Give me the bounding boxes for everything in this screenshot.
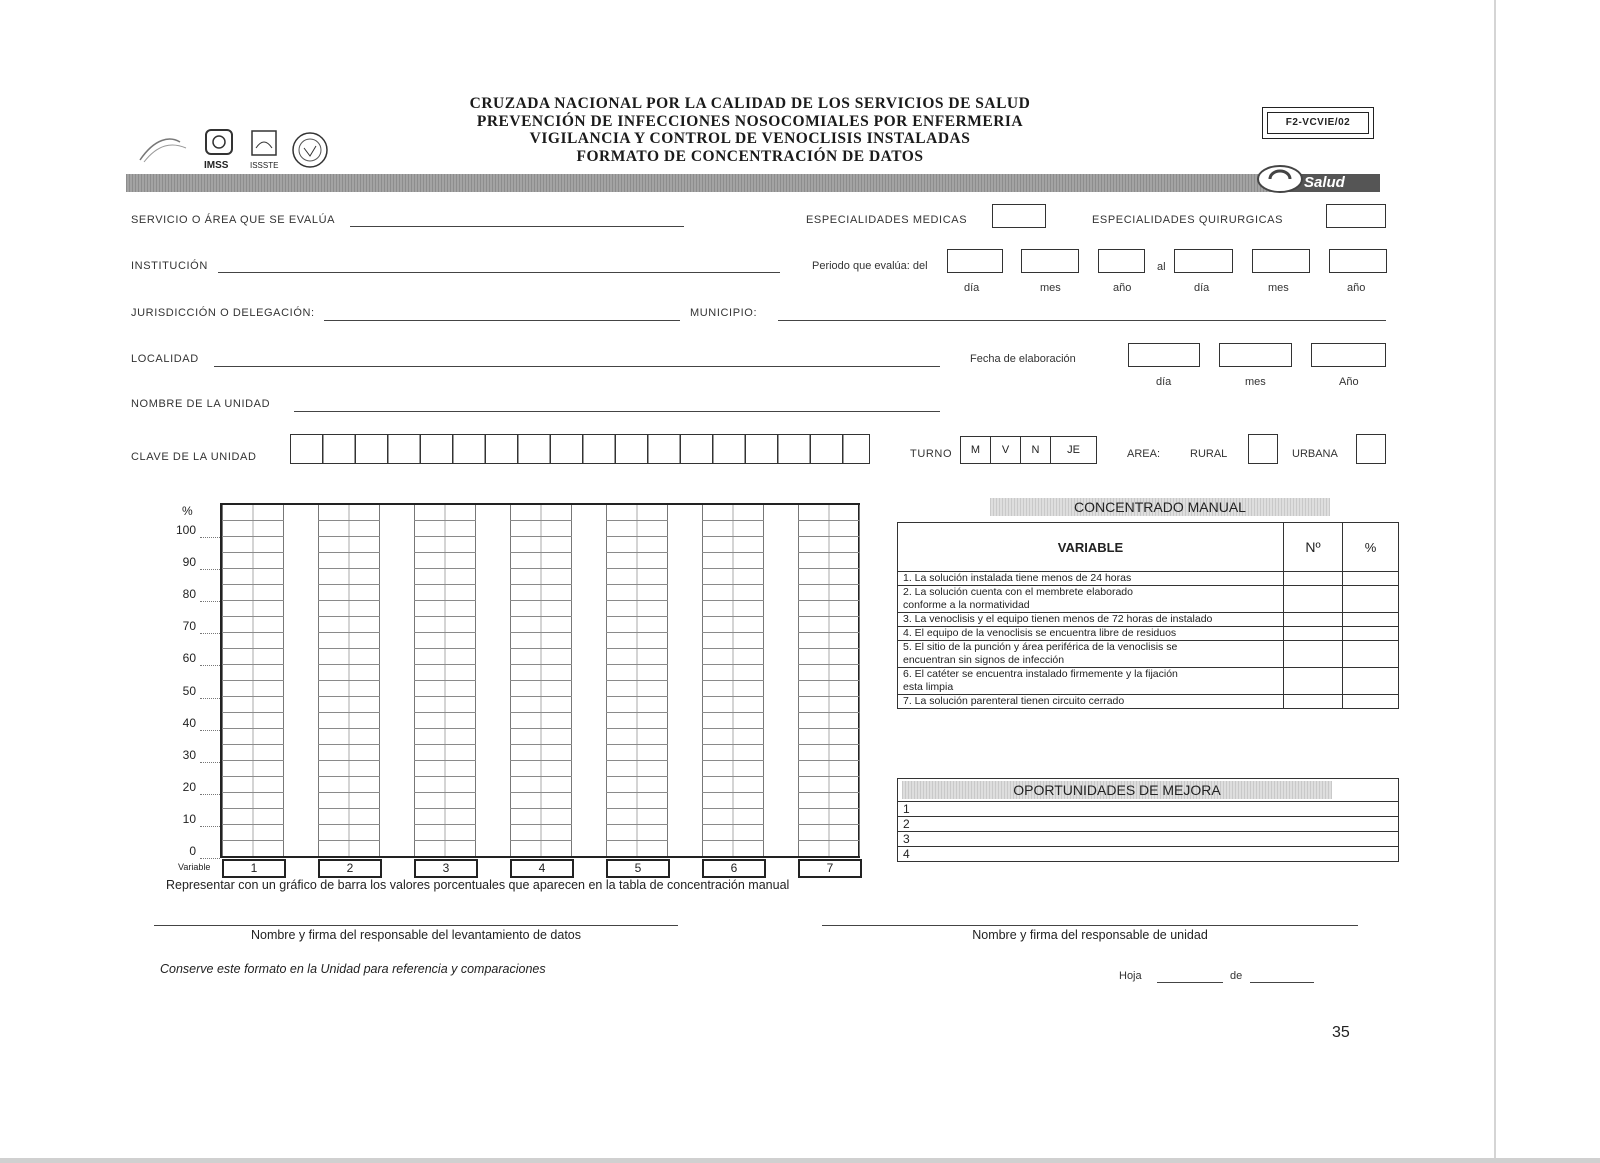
ytick-mark	[200, 537, 220, 538]
bar-column-1[interactable]	[222, 505, 284, 856]
ytick-mark	[200, 826, 220, 827]
ytick-mark	[200, 858, 220, 859]
variable-row: 1. La solución instalada tiene menos de 24 horas	[898, 572, 1284, 586]
periodo-dia-al[interactable]	[1174, 249, 1233, 273]
unit-label: día	[964, 282, 980, 294]
jurisdiccion-field[interactable]	[324, 320, 680, 321]
chart-caption: Representar con un gráfico de barra los valores porcentuales que aparecen en la tabla de concentración manual	[166, 878, 790, 892]
unit-label: día	[1194, 282, 1210, 294]
conserve-note: Conserve este formato en la Unidad para referencia y comparaciones	[160, 962, 546, 976]
bar-column-4[interactable]	[510, 505, 572, 856]
area-label: AREA:	[1127, 448, 1161, 460]
ytick-label: 10	[182, 811, 196, 826]
n-cell[interactable]	[1284, 641, 1343, 668]
pct-cell[interactable]	[1343, 586, 1399, 613]
title-line: PREVENCIÓN DE INFECCIONES NOSOCOMIALES POR ENFERMERIA	[476, 112, 1024, 130]
page-number: 35	[1332, 1024, 1350, 1041]
localidad-field[interactable]	[214, 366, 940, 367]
variable-label: Variable	[178, 862, 211, 872]
variable-box: 6	[702, 859, 766, 878]
pct-cell[interactable]	[1343, 668, 1399, 695]
bar-column-7[interactable]	[798, 505, 860, 856]
n-cell[interactable]	[1284, 613, 1343, 627]
title-line: VIGILANCIA Y CONTROL DE VENOCLISIS INSTALADAS	[529, 130, 971, 147]
n-cell[interactable]	[1284, 668, 1343, 695]
firma-unidad-label: Nombre y firma del responsable de unidad	[972, 928, 1208, 942]
hoja-field[interactable]	[1157, 982, 1223, 983]
variable-row: 3. La venoclisis y el equipo tienen menos de 72 horas de instalado	[898, 613, 1284, 627]
variable-box: 5	[606, 859, 670, 878]
col-pct-header: %	[1343, 523, 1399, 572]
bar-column-6[interactable]	[702, 505, 764, 856]
oportunidad-row[interactable]: 1	[898, 801, 1398, 816]
municipio-field[interactable]	[778, 320, 1386, 321]
page-bottom-edge	[0, 1158, 1600, 1163]
chart-ylabel: %	[182, 504, 193, 518]
ytick-mark	[200, 569, 220, 570]
de-field[interactable]	[1250, 982, 1314, 983]
rural-label: RURAL	[1190, 448, 1228, 460]
servicio-field[interactable]	[350, 226, 684, 227]
ytick-label: 80	[182, 587, 196, 602]
unit-label: año	[1113, 282, 1132, 294]
turno-je[interactable]: JE	[1050, 436, 1097, 464]
institucion-label: INSTITUCIÓN	[131, 260, 208, 272]
bar-column-2[interactable]	[318, 505, 380, 856]
oportunidad-row[interactable]: 2	[898, 816, 1398, 831]
variable-box: 1	[222, 859, 286, 878]
variable-row: 7. La solución parenteral tienen circuito cerrado	[898, 695, 1284, 709]
fecha-unit: mes	[1245, 376, 1266, 388]
ytick-mark	[200, 601, 220, 602]
oportunidades-title: OPORTUNIDADES DE MEJORA	[902, 781, 1332, 799]
form-code-box	[1262, 107, 1374, 139]
n-cell[interactable]	[1284, 627, 1343, 641]
header-band	[126, 174, 1380, 192]
institucion-field[interactable]	[218, 272, 780, 273]
title-line: CRUZADA NACIONAL POR LA CALIDAD DE LOS SERVICIOS DE SALUD	[469, 95, 1031, 112]
turno-n[interactable]: N	[1020, 436, 1051, 464]
rural-checkbox[interactable]	[1248, 434, 1278, 464]
firma-levantamiento-label: Nombre y firma del responsable del levantamiento de datos	[250, 928, 582, 942]
localidad-label: LOCALIDAD	[131, 353, 199, 365]
esp-quirurgicas-label: ESPECIALIDADES QUIRURGICAS	[1092, 214, 1284, 226]
variable-box: 7	[798, 859, 862, 878]
municipio-label: MUNICIPIO:	[690, 307, 758, 319]
variable-row: 6. El catéter se encuentra instalado firmemente y la fijación esta limpia	[898, 668, 1284, 695]
ytick-label: 100	[175, 523, 196, 537]
ytick-mark	[200, 762, 220, 763]
unit-label: mes	[1040, 282, 1061, 294]
periodo-al-label: al	[1157, 261, 1166, 273]
fecha-mes-box[interactable]	[1219, 343, 1292, 367]
svg-text:IMSS: IMSS	[204, 160, 229, 170]
periodo-mes-del[interactable]	[1021, 249, 1079, 273]
urbana-checkbox[interactable]	[1356, 434, 1386, 464]
oportunidad-row[interactable]: 4	[898, 846, 1398, 861]
de-label: de	[1230, 970, 1243, 982]
ytick-mark	[200, 794, 220, 795]
bar-column-5[interactable]	[606, 505, 668, 856]
page-edge	[1494, 0, 1496, 1163]
concentrado-table	[897, 522, 1399, 709]
form-code: F2-VCVIE/02	[1267, 112, 1369, 134]
nombre-unidad-label: NOMBRE DE LA UNIDAD	[131, 398, 271, 410]
periodo-mes-al[interactable]	[1252, 249, 1310, 273]
firma-unidad-line[interactable]	[822, 925, 1358, 926]
ytick-label: 60	[182, 651, 196, 666]
pct-cell[interactable]	[1343, 641, 1399, 668]
pct-cell[interactable]	[1343, 572, 1399, 586]
esp-medicas-box[interactable]	[992, 204, 1046, 228]
fecha-anio-box[interactable]	[1311, 343, 1386, 367]
jurisdiccion-label: JURISDICCIÓN O DELEGACIÓN:	[131, 307, 315, 319]
ytick-mark	[200, 698, 220, 699]
salud-logo	[1256, 164, 1380, 194]
n-cell[interactable]	[1284, 695, 1343, 709]
bar-chart-grid[interactable]	[220, 503, 860, 858]
fecha-dia-box[interactable]	[1128, 343, 1200, 367]
n-cell[interactable]	[1284, 572, 1343, 586]
turno-v[interactable]: V	[990, 436, 1021, 464]
hoja-label: Hoja	[1119, 970, 1142, 982]
ytick-label: 50	[182, 683, 196, 698]
nombre-unidad-field[interactable]	[294, 411, 940, 412]
title-line: FORMATO DE CONCENTRACIÓN DE DATOS	[576, 147, 924, 165]
periodo-dia-del[interactable]	[947, 249, 1003, 273]
ytick-mark	[200, 665, 220, 666]
periodo-anio-al[interactable]	[1329, 249, 1387, 273]
svg-text:ISSSTE: ISSSTE	[250, 161, 279, 170]
pct-cell[interactable]	[1343, 695, 1399, 709]
fecha-unit: Año	[1339, 376, 1359, 388]
turno-m[interactable]: M	[960, 436, 991, 464]
variable-row: 5. El sitio de la punción y área periférica de la venoclisis se encuentran sin signos de infección	[898, 641, 1284, 668]
logo-group	[130, 128, 340, 170]
col-variable-header: VARIABLE	[898, 523, 1284, 572]
variable-row: 2. La solución cuenta con el membrete elaborado conforme a la normatividad	[898, 586, 1284, 613]
n-cell[interactable]	[1284, 586, 1343, 613]
oportunidades-box	[897, 778, 1399, 862]
esp-medicas-label: ESPECIALIDADES MEDICAS	[806, 214, 968, 226]
ytick-label: 20	[182, 779, 196, 794]
ytick-label: 40	[182, 715, 196, 730]
fecha-label: Fecha de elaboración	[970, 353, 1076, 365]
oportunidad-row[interactable]: 3	[898, 831, 1398, 846]
urbana-label: URBANA	[1292, 448, 1338, 460]
periodo-label: Periodo que evalúa: del	[812, 260, 928, 272]
pct-cell[interactable]	[1343, 613, 1399, 627]
bar-column-3[interactable]	[414, 505, 476, 856]
ytick-label: 0	[189, 844, 196, 858]
fecha-unit: día	[1156, 376, 1172, 388]
servicio-label: SERVICIO O ÁREA QUE SE EVALÚA	[131, 214, 336, 226]
turno-label: TURNO	[910, 448, 953, 460]
unit-label: año	[1347, 282, 1366, 294]
brand-text: Salud	[1304, 174, 1345, 191]
ytick-mark	[200, 633, 220, 634]
col-n-header: Nº	[1284, 523, 1343, 572]
esp-quirurgicas-box[interactable]	[1326, 204, 1386, 228]
firma-levantamiento-line[interactable]	[154, 925, 678, 926]
variable-box: 3	[414, 859, 478, 878]
clave-boxes[interactable]	[290, 434, 870, 464]
clave-label: CLAVE DE LA UNIDAD	[131, 451, 257, 463]
concentrado-title: CONCENTRADO MANUAL	[990, 498, 1330, 516]
ytick-label: 70	[182, 619, 196, 634]
periodo-anio-del[interactable]	[1098, 249, 1145, 273]
form-title	[400, 95, 1100, 165]
ytick-mark	[200, 730, 220, 731]
variable-row: 4. El equipo de la venoclisis se encuentra libre de residuos	[898, 627, 1284, 641]
unit-label: mes	[1268, 282, 1289, 294]
ytick-label: 90	[182, 555, 196, 570]
variable-box: 4	[510, 859, 574, 878]
variable-box: 2	[318, 859, 382, 878]
ytick-label: 30	[182, 747, 196, 762]
pct-cell[interactable]	[1343, 627, 1399, 641]
